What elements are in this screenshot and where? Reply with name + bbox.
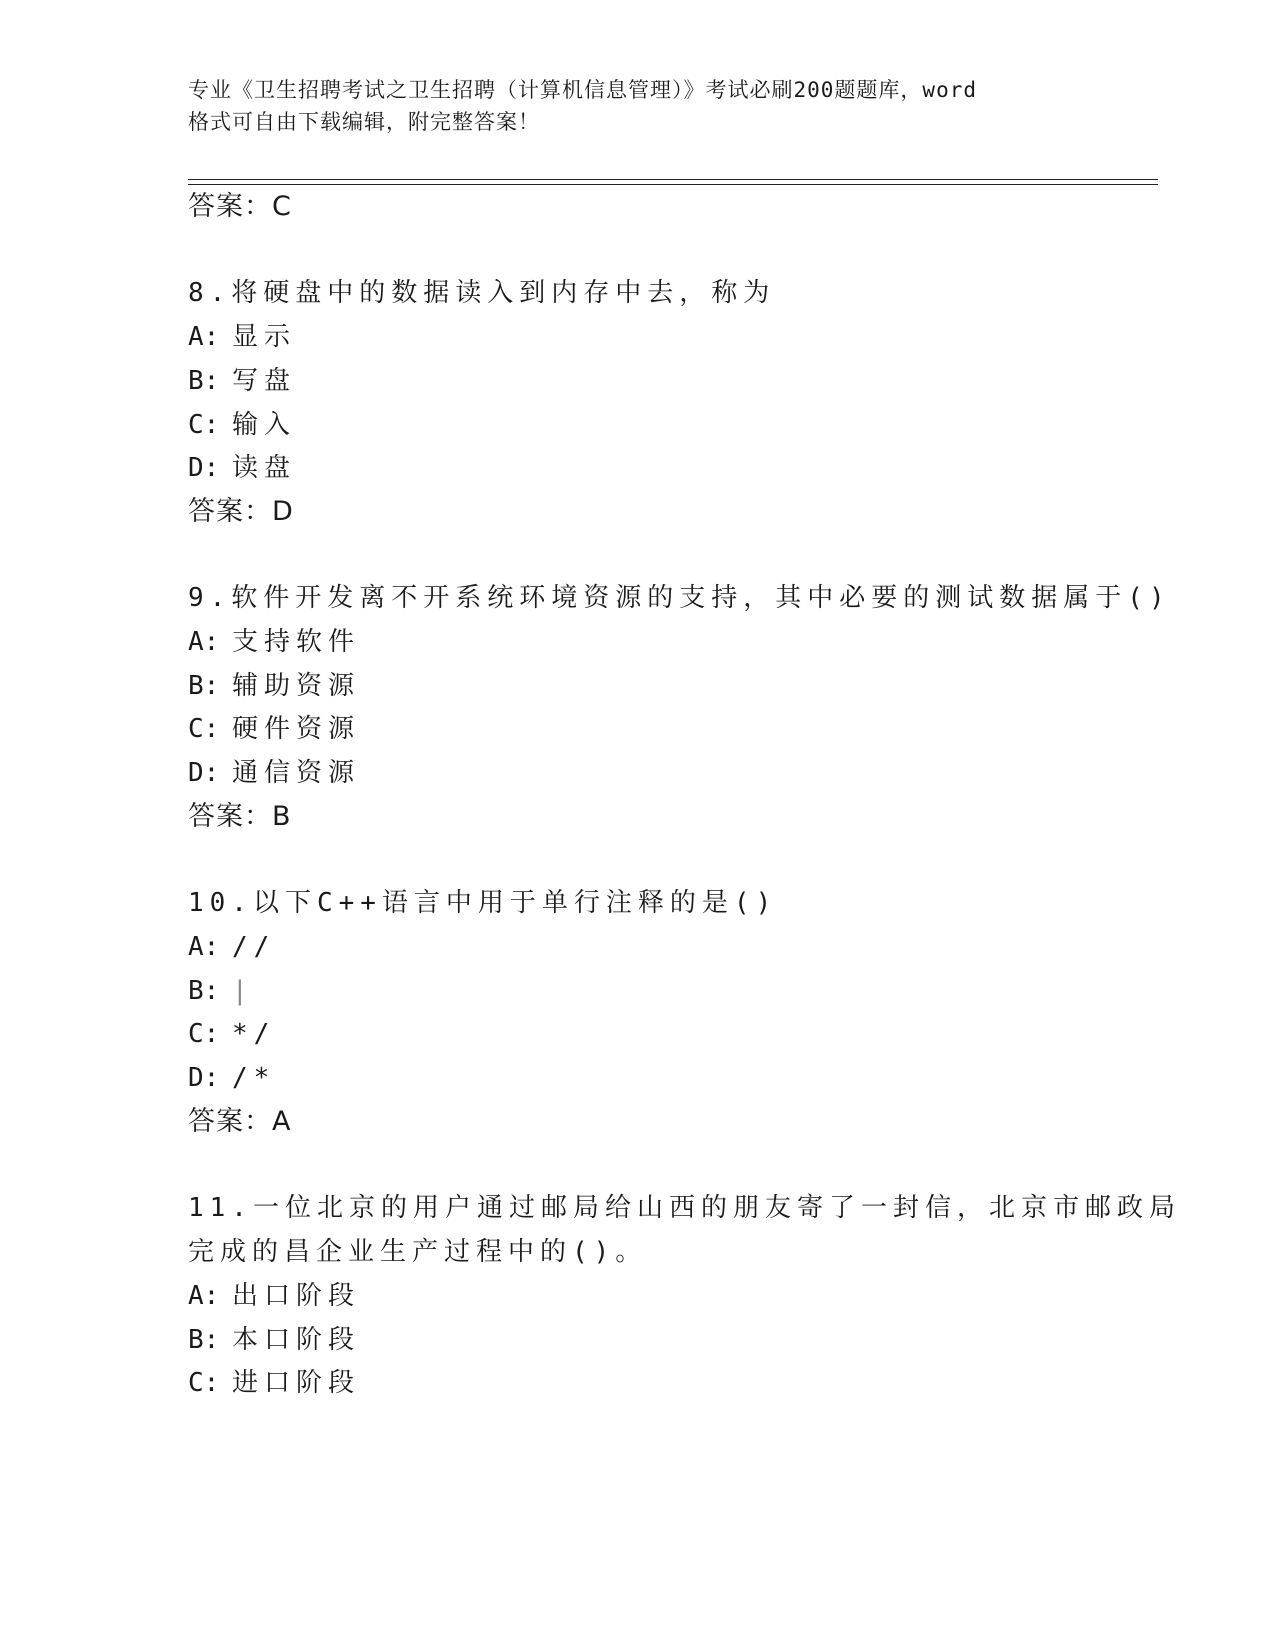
option-text: 通信资源 (232, 758, 361, 788)
q11-option-b (188, 1323, 360, 1357)
q10-option-c (188, 1017, 275, 1051)
q8-question: 8.将硬盘中的数据读入到内存中去，称为 (188, 278, 776, 308)
option-text: 本口阶段 (232, 1325, 361, 1355)
q9-question: 9.软件开发离不开系统环境资源的支持，其中必要的测试数据属于() (188, 583, 1171, 613)
q9-answer: 答案：B (188, 801, 292, 832)
option-letter: B: (188, 366, 220, 396)
option-letter: B: (188, 1325, 220, 1355)
option-text: 辅助资源 (232, 671, 361, 701)
q11-question-line-1: 11.一位北京的用户通过邮局给山西的朋友寄了一封信，北京市邮政局 (188, 1193, 1181, 1223)
option-text: 读盘 (232, 453, 297, 483)
q10-answer: 答案：A (188, 1106, 292, 1137)
option-text: 支持软件 (232, 627, 361, 657)
header-line-2: 格式可自由下载编辑，附完整答案！ (188, 110, 540, 134)
option-text: 出口阶段 (232, 1281, 361, 1311)
q11-option-a (188, 1279, 360, 1313)
header-divider-top (188, 179, 1158, 180)
q9-option-a (188, 625, 360, 659)
option-text: | (232, 976, 254, 1006)
option-letter: A: (188, 322, 220, 352)
option-letter: C: (188, 714, 220, 744)
option-text: 输入 (232, 410, 297, 440)
option-letter: C: (188, 1368, 220, 1398)
option-letter: D: (188, 758, 220, 788)
option-text: 进口阶段 (232, 1368, 361, 1398)
q10-option-b (188, 974, 254, 1008)
q8-option-a (188, 320, 296, 354)
option-text: 写盘 (232, 366, 297, 396)
option-letter: C: (188, 1019, 220, 1049)
option-text: // (232, 932, 276, 962)
q8-option-d (188, 451, 296, 485)
q9-option-d (188, 756, 360, 790)
option-text: 硬件资源 (232, 714, 361, 744)
document-header (188, 74, 1088, 138)
option-letter: A: (188, 1281, 220, 1311)
q10-question: 10.以下C++语言中用于单行注释的是() (188, 888, 778, 918)
q9-option-b (188, 669, 360, 703)
q7-answer: 答案：C (188, 191, 292, 222)
option-letter: A: (188, 627, 220, 657)
option-letter: C: (188, 410, 220, 440)
q8-answer: 答案：D (188, 496, 294, 527)
q8-option-c (188, 408, 296, 442)
header-divider-bottom (188, 184, 1158, 185)
option-text: /* (232, 1063, 276, 1093)
option-letter: D: (188, 1063, 220, 1093)
q8-option-b (188, 364, 296, 398)
q11-option-c (188, 1366, 360, 1400)
option-text: */ (232, 1019, 276, 1049)
q10-option-a (188, 930, 275, 964)
option-letter: D: (188, 453, 220, 483)
option-text: 显示 (232, 322, 297, 352)
option-letter: B: (188, 671, 220, 701)
q9-option-c (188, 712, 360, 746)
header-line-1: 专业《卫生招聘考试之卫生招聘（计算机信息管理）》考试必刷200题题库，word (188, 78, 977, 102)
q11-question-line-2: 完成的昌企业生产过程中的()。 (188, 1237, 648, 1267)
q10-option-d (188, 1061, 275, 1095)
option-letter: A: (188, 932, 220, 962)
option-letter: B: (188, 976, 220, 1006)
